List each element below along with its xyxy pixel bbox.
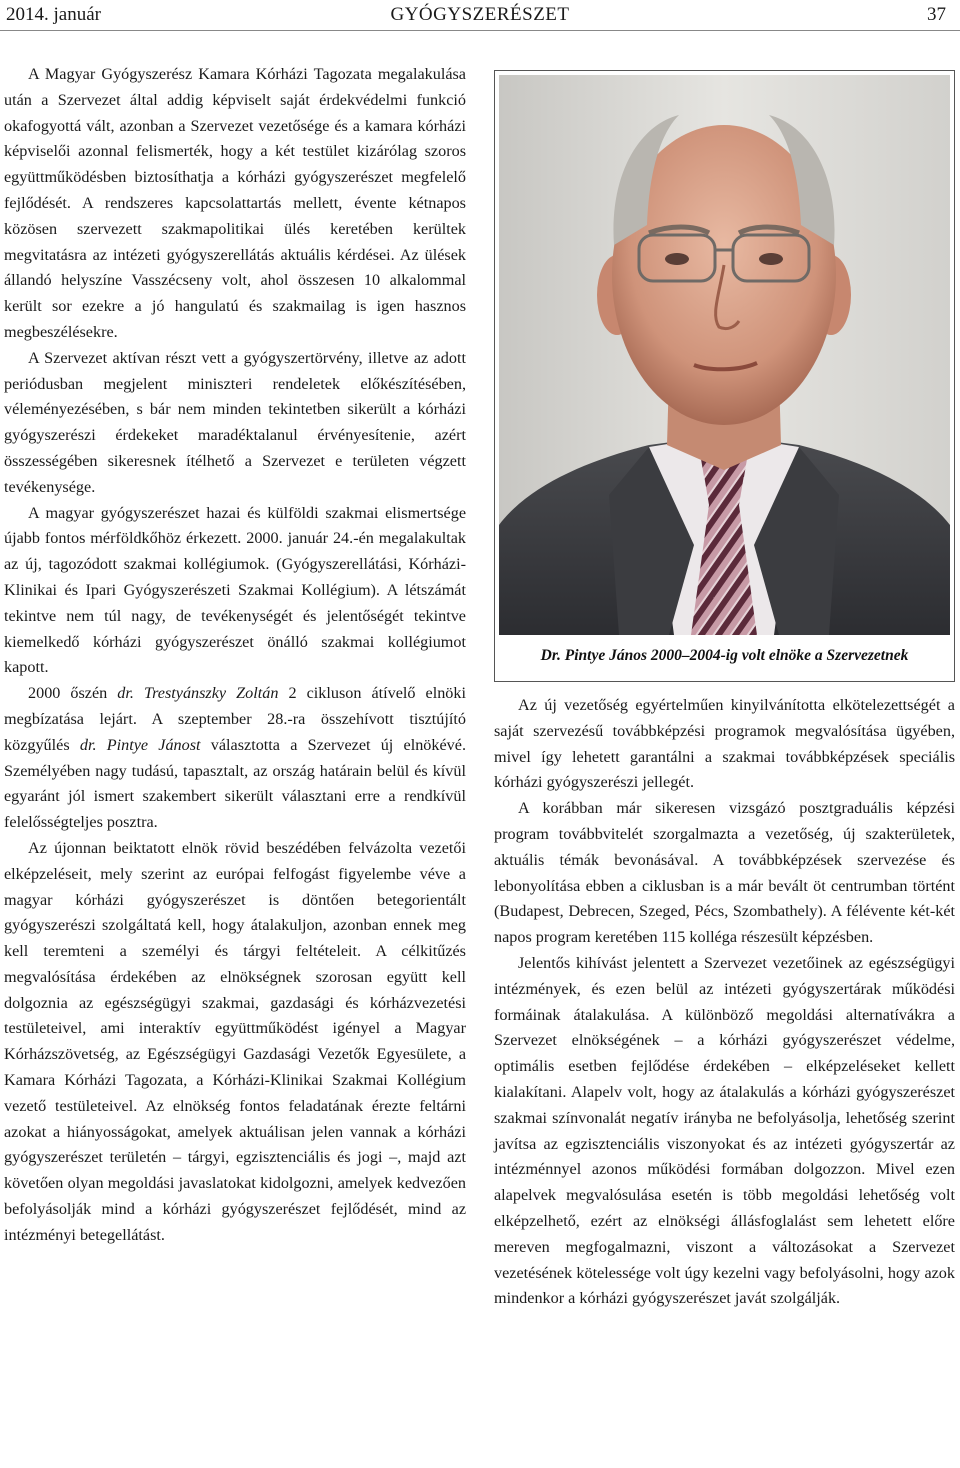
person-name: dr. Pintye Jánost [79,735,201,754]
right-text-column [494,693,955,1312]
issue-date: 2014. január [6,4,101,25]
page-number: 37 [927,4,946,25]
paragraph: Az újonnan beiktatott elnök rövid beszédében felvázolta vezetői elképzeléseit, mely szerint az európai felfogást figyelembe véve a magyar kórházi gyógyszerészet is döntően betegorientált gyógyszerészi szolgáltatá kell, hogy átalakuljon, azonban ennek meg kell teremteni a személyi és tárgyi feltételeit. A célkitűzés megvalósítása érdekében az elnökségnek szorosan együtt kell dolgoznia az egészségügyi szakmai, gazdasági és kórházvezetési testületeivel, ami interaktív együttműködést igényel a Magyar Kórházszövetség, az Egészségügyi Gazdasági Vezetők Egyesülete, a Kamara Kórházi Tagozata, a Kórházi-Klinikai Szakmai Kollégium vezető testületeivel. Az elnökség fontos feladatának érezte feltárni azokat a hiányosságokat, amelyek aktuálisan jelen vannak a kórházi gyógyszerészet területén – tárgyi, egzisztenciális és jogi –, majd azt követően olyan megoldási javaslatokat kidolgozni, amelyek kedvezően befolyásolják mind a kórházi gyógyszerészet fejlődését, mind az intézményi betegellátást. [4,838,466,1244]
text-run: 2000 őszén [28,684,118,703]
journal-section: GYÓGYSZERÉSZET [390,4,570,25]
text-run: választotta a Szervezet új elnökévé. Személyében nagy tudású, tapasztalt, az ország határain belül és kívül egyaránt jól ismert szakembert sikerült választani erre a rendkívül felelősségteljes posztra. [4,735,466,832]
paragraph: A magyar gyógyszerészet hazai és külföldi szakmai elismertsége újabb fontos mérföldkőhöz érkezett. 2000. január 24.-én megalakultak az új, tagozódott szakmai kollégiumok. (Gyógyszerellátási, Kórházi-Klinikai és Ipari Gyógyszerészeti Szakmai Kollégium). A létszámát tekintve nem túl nagy, de tevékenységét és jelentőségét tekintve kiemelkedő kórházi gyógyszerészet önálló szakmai kollégiumot kapott. [4,503,466,677]
photo-figure [494,70,955,682]
text-run: 2 cikluson átívelő elnöki megbízatása lejárt. A szeptember 28.-ra összehívott tisztújító közgyűlés [4,684,466,754]
paragraph: A Magyar Gyógyszerész Kamara Kórházi Tagozata megalakulása után a Szervezet által addig képviselt saját érdekvédelmi funkció okafogyottá vált, azonban a Szervezet vezetősége és a kamara kórházi képviselői azonnal felismerték, hogy a két testület kizárólag szoros együttműködésben biztosíthatja a kórházi gyógyszerészet megfelelő fejlődését. A rendszeres kapcsolattartás mellett, évente kétnapos közösen szervezett szakmapolitikai ülés keretében kerültek megvitatásra az intézeti gyógyszerellátás aktuális kérdései. Az ülések állandó helyszíne Vasszécseny volt, ahol összesen 10 alkalommal került sor ezekre a jó hangulatú és szakmailag is igen hasznos megbeszélésekre. [4,65,466,341]
portrait-photo [499,75,950,635]
paragraph [4,681,466,836]
paragraph: A korábban már sikeresen vizsgázó posztgraduális képzési program továbbvitelét szorgalmazta a vezetőség, új szakterületek, aktuális témák bevonásával. A továbbképzések szervezése és lebonyolítása ebben a ciklusban is a már bevált öt centrumban történt (Budapest, Debrecen, Szeged, Pécs, Szombathely). A félévente két-két napos program keretében 115 kolléga részesült képzésben. [494,799,955,947]
left-text-column [4,62,466,1249]
photo-caption: Dr. Pintye János 2000–2004-ig volt elnöke a Szervezetnek [540,647,909,664]
person-name: dr. Trestyánszky Zoltán [117,684,279,703]
paragraph: A Szervezet aktívan részt vett a gyógyszertörvény, illetve az adott periódusban megjelent miniszteri rendeletek előkészítésében, véleményezésében, s bár nem minden tekintetben sikerült a kórházi gyógyszerészi érdekeket maradéktalanul érvényesítenie, azért összességében sikeresnek ítélhető a Szervezet e területen végzett tevékenysége. [4,348,466,496]
running-header [0,0,960,31]
paragraph: Az új vezetőség egyértelműen kinyilvánította elkötelezettségét a saját szervezésű továbbképzési programok megvalósítása ügyében, mivel így lehetett garantálni a szakmai továbbképzések speciális kórházi gyógyszerészi jellegét. [494,696,955,792]
paragraph: Jelentős kihívást jelentett a Szervezet vezetőinek az egészségügyi intézmények, és ezen belül az intézeti gyógyszertárak működési formáinak átalakulása. A különböző megoldási alternatívákra a Szervezet elnökségének – a kórházi gyógyszerészet védelme, optimális esetben fejlődése érdekében – elképzeléseket kellett kialakítani. Alapelv volt, hogy az átalakulás a kórházi gyógyszerészet szakmai színvonalát negatív irányba ne befolyásolja, lehetőség szerint javítsa az egzisztenciális viszonyokat és az intézeti gyógyszertár az intézménnyel azonos működési formában dolgozzon. Mivel ezen alapelvek megvalósulása esetén is több megoldási lehetőség volt elképzelhető, ezért az elnökségi állásfoglalást sem lehetett előre mereven megfogalmazni, viszont a változásokat a Szervezet vezetésének kötelessége volt úgy kezelni vagy befolyásolni, hogy azok mindenkor a kórházi gyógyszerészet javát szolgálják. [494,953,955,1308]
